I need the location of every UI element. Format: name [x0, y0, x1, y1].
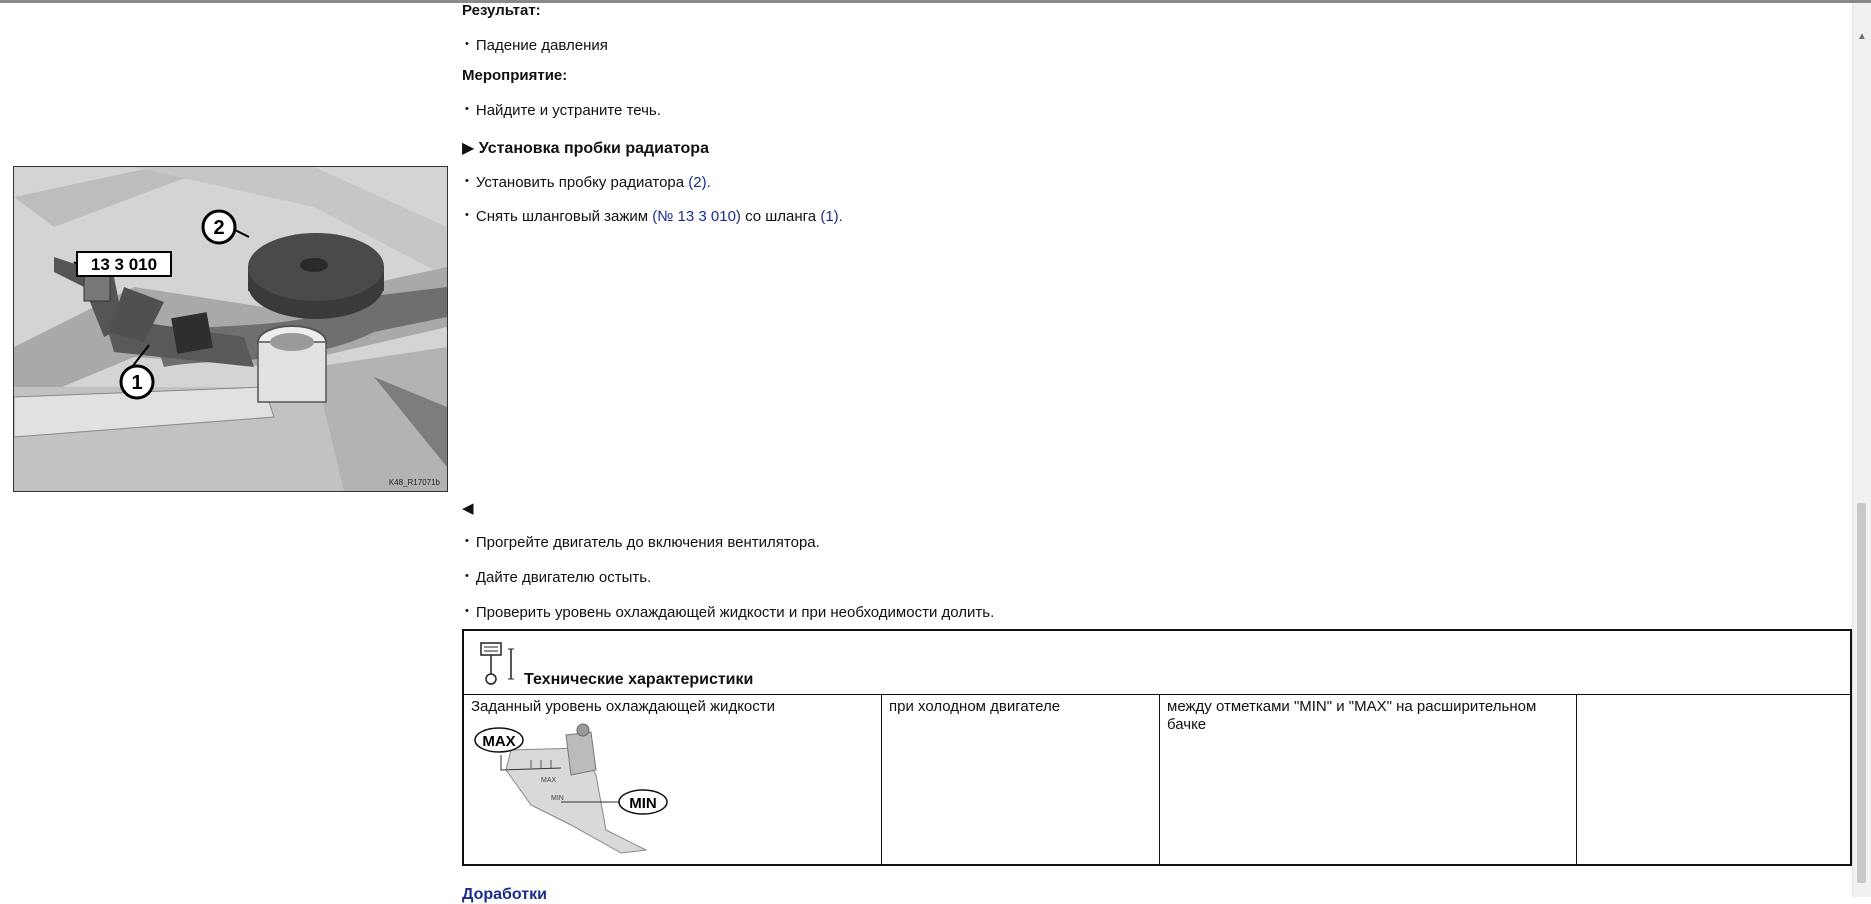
spec-cell-parameter: Заданный уровень охлаждающей жидкости MAX MIN MAX MIN	[464, 694, 882, 866]
step-check-coolant: • Проверить уровень охлаждающей жидкости и при необходимости долить.	[465, 604, 995, 621]
tool-label: 13 3 010	[90, 255, 158, 274]
technical-data-icon	[478, 641, 518, 687]
spec-cell-condition: при холодном двигателе	[882, 694, 1160, 866]
bullet-icon: •	[465, 570, 469, 582]
scroll-up-icon[interactable]: ▲	[1857, 31, 1867, 42]
bullet-icon: •	[465, 175, 469, 187]
ref-link-hose[interactable]: (1).	[820, 208, 843, 225]
spec-table-header	[464, 631, 1850, 695]
spec-table-title: Технические характеристики	[524, 671, 754, 688]
result-heading: Результат:	[462, 2, 541, 19]
tank-min-mark: MIN	[551, 795, 564, 802]
bullet-icon: •	[465, 38, 469, 50]
step-warm-engine: • Прогрейте двигатель до включения вентилятора.	[465, 534, 820, 551]
ref-link-tool[interactable]: (№ 13 3 010)	[652, 208, 741, 225]
section-title: ▶ Установка пробки радиатора	[462, 140, 709, 157]
figure-code: K48_R17071b	[388, 478, 440, 487]
scrollbar-thumb[interactable]	[1857, 503, 1866, 883]
callout-2: 2	[213, 217, 225, 239]
action-item: • Найдите и устраните течь.	[465, 102, 661, 119]
action-heading: Мероприятие:	[462, 67, 568, 84]
engine-photo-illustration	[14, 167, 447, 491]
spec-table	[462, 629, 1852, 866]
radiator-cap-figure	[13, 166, 448, 492]
next-section-heading[interactable]: Доработки	[462, 886, 547, 903]
bullet-icon: •	[465, 535, 469, 547]
vertical-scrollbar[interactable]	[1852, 3, 1871, 897]
bullet-icon: •	[465, 209, 469, 221]
bullet-icon: •	[465, 103, 469, 115]
step-remove-clamp: • Снять шланговый зажим (№ 13 3 010) со шланга (1).	[465, 208, 843, 225]
result-item: • Падение давления	[465, 37, 608, 54]
coolant-tank-diagram	[471, 720, 671, 855]
spec-cell-value: между отметками "MIN" и "MAX" на расширительном бачке	[1160, 694, 1577, 866]
min-label: MIN	[629, 795, 657, 812]
callout-1: 1	[131, 372, 143, 394]
step-install-cap: • Установить пробку радиатора (2).	[465, 174, 711, 191]
back-marker-icon: ◀	[462, 500, 474, 517]
spec-cell-empty	[1577, 694, 1850, 866]
tank-max-mark: MAX	[541, 777, 557, 784]
step-cool-engine: • Дайте двигателю остыть.	[465, 569, 652, 586]
max-label: MAX	[482, 733, 516, 750]
bullet-icon: •	[465, 605, 469, 617]
window-top-border	[0, 0, 1871, 3]
ref-link-cap[interactable]: (2).	[688, 174, 711, 191]
